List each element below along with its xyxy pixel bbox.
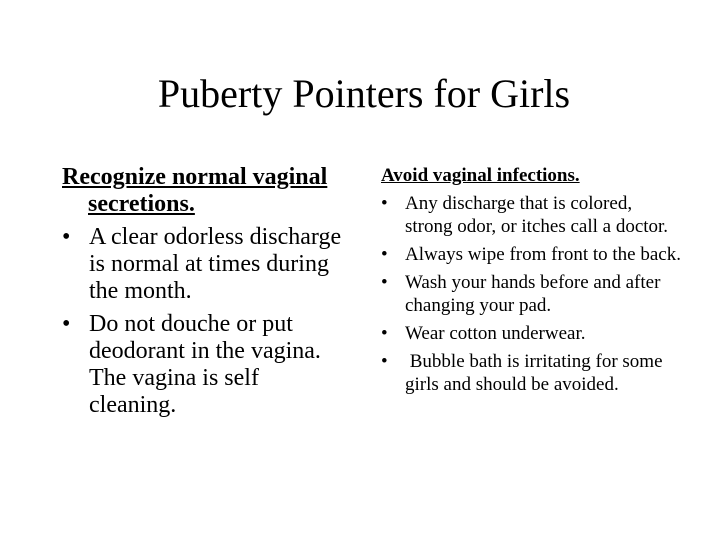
bullet-icon: • — [381, 323, 388, 344]
bullet-icon: • — [62, 311, 71, 337]
list-item — [381, 271, 681, 317]
left-column — [62, 164, 352, 419]
list-item — [381, 350, 681, 396]
bullet-text: Always wipe from front to the back. — [405, 244, 681, 265]
bullet-text: A clear odorless discharge is normal at times during the month. — [89, 224, 348, 304]
left-bullet-list — [62, 224, 352, 419]
bullet-text: Any discharge that is colored, strong odor, or itches call a doctor. — [405, 193, 669, 237]
list-item — [62, 224, 352, 305]
left-heading: Recognize normal vaginal secretions. — [62, 164, 328, 217]
slide-title: Puberty Pointers for Girls — [157, 71, 571, 116]
list-item — [381, 192, 681, 238]
bullet-text: Bubble bath is irritating for some girls and should be avoided. — [405, 351, 668, 395]
bullet-text: Wash your hands before and after changing your pad. — [405, 272, 666, 316]
bullet-icon: • — [381, 244, 388, 265]
bullet-icon: • — [381, 272, 388, 293]
bullet-text: Do not douche or put deodorant in the vagina. The vagina is self cleaning. — [89, 311, 333, 418]
bullet-text: Wear cotton underwear. — [405, 323, 586, 344]
bullet-icon: • — [381, 193, 388, 214]
list-item — [62, 311, 352, 419]
bullet-icon: • — [62, 224, 71, 250]
right-bullet-list — [381, 192, 681, 396]
list-item — [381, 243, 681, 266]
right-heading: Avoid vaginal infections. — [381, 165, 580, 186]
right-column — [381, 164, 681, 396]
list-item — [381, 322, 681, 345]
bullet-icon: • — [381, 351, 388, 372]
